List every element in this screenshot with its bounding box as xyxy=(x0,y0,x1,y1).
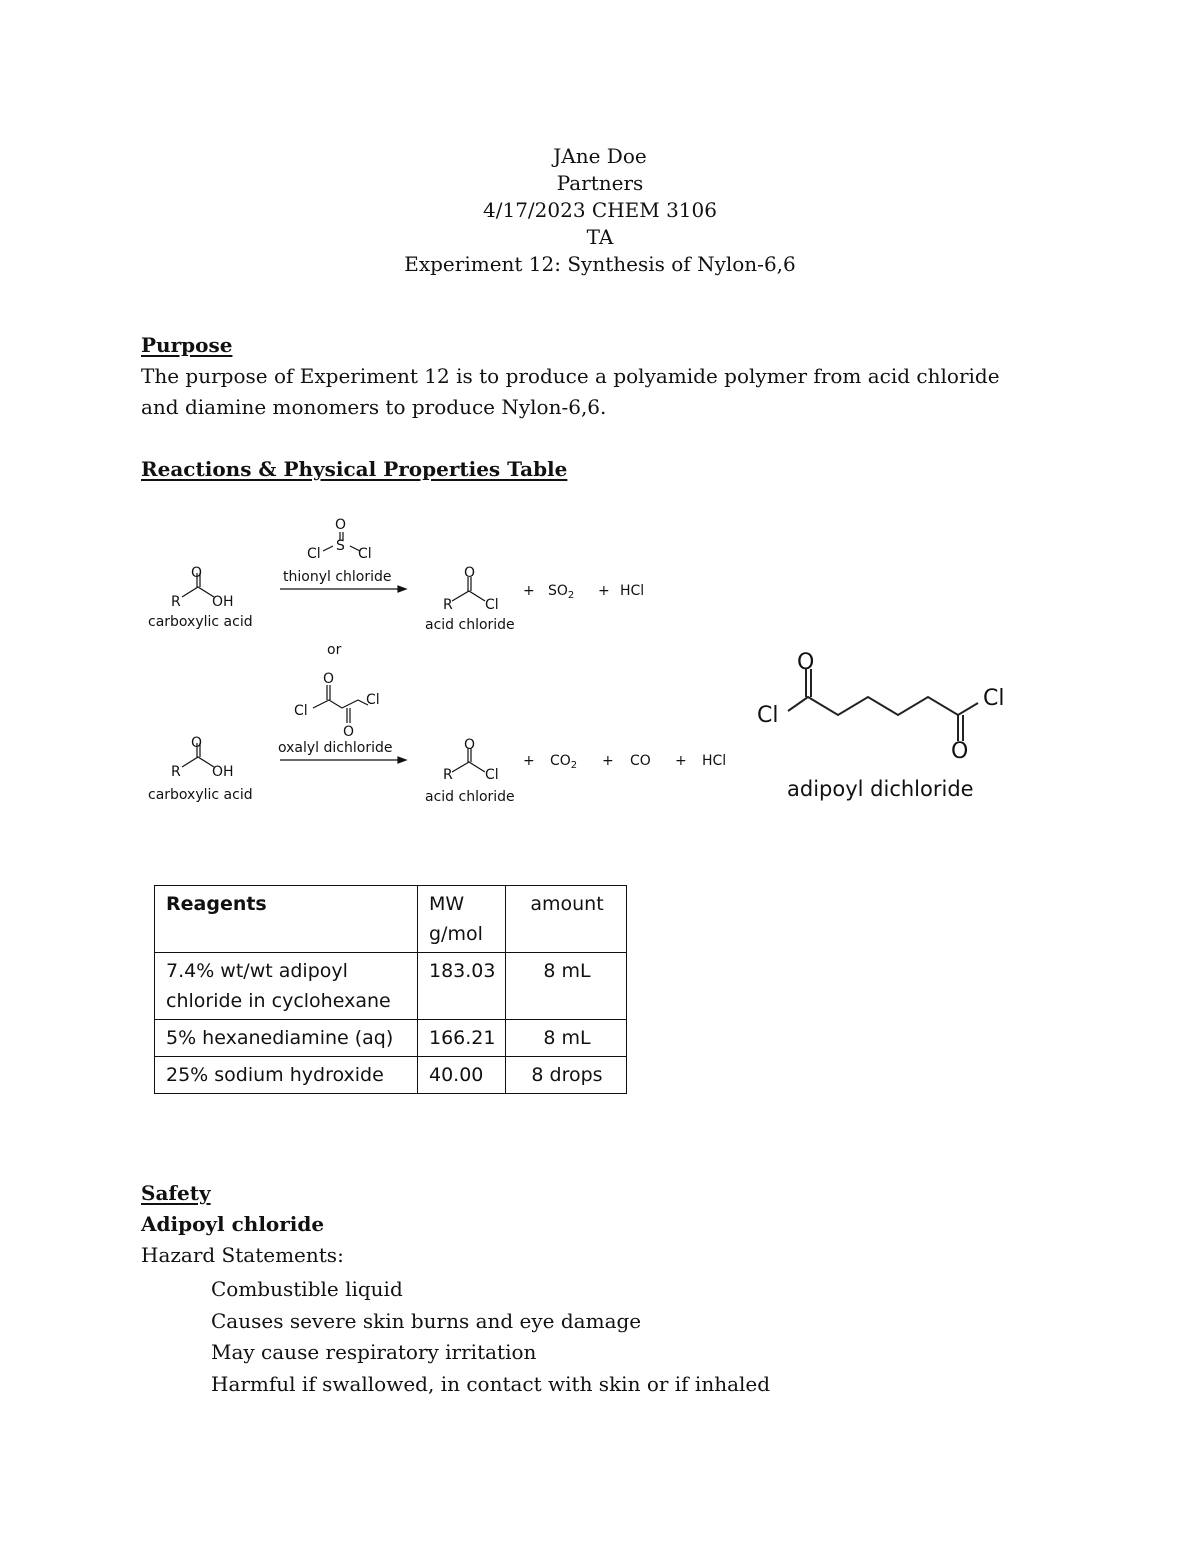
adipoyl-o-bottom: O xyxy=(951,739,969,764)
hcl-label-1: HCl xyxy=(620,583,645,599)
table-cell: 25% sodium hydroxide xyxy=(155,1057,418,1094)
document-header xyxy=(0,143,1200,278)
hazard-statements-label: Hazard Statements: xyxy=(141,1243,344,1267)
reagents-table xyxy=(154,885,627,1094)
oh-label-2: OH xyxy=(212,764,234,780)
table-cell: 8 drops xyxy=(506,1057,627,1094)
acid-chloride-label-1: acid chloride xyxy=(425,617,515,633)
r-label-ac-1: R xyxy=(443,597,453,613)
purpose-text: The purpose of Experiment 12 is to produce a polyamide polymer from acid chloride and diamine monomers to produce Nylon-6,6. xyxy=(141,364,1000,419)
table-header-cell: Reagents xyxy=(155,886,418,953)
r-label-ac-2: R xyxy=(443,767,453,783)
carboxyl-o-label-2: O xyxy=(191,735,203,751)
table-row xyxy=(155,1057,627,1094)
carboxyl-o-label-1: O xyxy=(191,565,203,581)
author-name: JAne Doe xyxy=(553,144,647,168)
co-label: CO xyxy=(630,753,651,769)
ta-line: TA xyxy=(586,225,614,249)
date-course-line: 4/17/2023 CHEM 3106 xyxy=(483,198,717,222)
carboxylic-acid-label-2: carboxylic acid xyxy=(148,787,253,803)
plus-sign: + xyxy=(675,753,687,769)
hazard-list xyxy=(211,1274,770,1400)
table-cell: 166.21 xyxy=(418,1020,506,1057)
thionyl-cl-left: Cl xyxy=(307,546,321,562)
thionyl-s-label: S xyxy=(336,538,345,554)
table-cell: 8 mL xyxy=(506,1020,627,1057)
acid-chloride-o-label-2: O xyxy=(464,737,476,753)
oxalyl-o-bottom: O xyxy=(343,724,355,740)
thionyl-chloride-label: thionyl chloride xyxy=(283,569,392,585)
table-row xyxy=(155,953,627,1020)
safety-heading: Safety xyxy=(141,1181,211,1205)
table-header-row xyxy=(155,886,627,953)
compound-heading: Adipoyl chloride xyxy=(141,1212,325,1236)
plus-sign: + xyxy=(523,753,535,769)
list-item: May cause respiratory irritation xyxy=(211,1340,537,1364)
thionyl-cl-right: Cl xyxy=(358,546,372,562)
table-cell: 183.03 xyxy=(418,953,506,1020)
plus-sign: + xyxy=(598,583,610,599)
adipoyl-cl-left: Cl xyxy=(757,703,779,728)
oh-label-1: OH xyxy=(212,594,234,610)
table-row xyxy=(155,1020,627,1057)
table-header-cell: amount xyxy=(506,886,627,953)
plus-sign: + xyxy=(523,583,535,599)
acid-chloride-label-2: acid chloride xyxy=(425,789,515,805)
table-cell: 7.4% wt/wt adipoyl chloride in cyclohexane xyxy=(155,953,418,1020)
table-header-cell: MW g/mol xyxy=(418,886,506,953)
oxalyl-o-top: O xyxy=(323,671,335,687)
partners-line: Partners xyxy=(556,171,644,195)
list-item: Causes severe skin burns and eye damage xyxy=(211,1308,642,1333)
table-cell: 8 mL xyxy=(506,953,627,1020)
or-label: or xyxy=(327,642,342,658)
co2-label: $CO_2$ xyxy=(550,753,578,771)
reaction-scheme-diagram xyxy=(130,505,1050,825)
table-cell: 5% hexanediamine (aq) xyxy=(155,1020,418,1057)
adipoyl-dichloride-label: adipoyl dichloride xyxy=(787,777,974,801)
cl-label-ac-2: Cl xyxy=(485,767,499,783)
purpose-heading: Purpose xyxy=(141,333,233,357)
oxalyl-cl-left: Cl xyxy=(294,703,308,719)
adipoyl-o-top: O xyxy=(797,650,815,675)
thionyl-o-label: O xyxy=(335,517,347,533)
cl-label-ac-1: Cl xyxy=(485,597,499,613)
list-item: Harmful if swallowed, in contact with skin or if inhaled xyxy=(211,1371,771,1396)
hcl-label-2: HCl xyxy=(702,753,727,769)
reactions-heading: Reactions & Physical Properties Table xyxy=(141,457,568,481)
oxalyl-cl-right: Cl xyxy=(366,692,380,708)
experiment-title: Experiment 12: Synthesis of Nylon-6,6 xyxy=(404,252,796,276)
so2-label: $SO_2$ xyxy=(548,583,575,601)
plus-sign: + xyxy=(602,753,614,769)
adipoyl-cl-right: Cl xyxy=(983,686,1005,711)
carboxylic-acid-label-1: carboxylic acid xyxy=(148,614,253,630)
r-label-2: R xyxy=(171,764,181,780)
list-item: Combustible liquid xyxy=(211,1277,403,1301)
table-cell: 40.00 xyxy=(418,1057,506,1094)
r-label-1: R xyxy=(171,594,181,610)
oxalyl-dichloride-label: oxalyl dichloride xyxy=(278,740,393,756)
acid-chloride-o-label-1: O xyxy=(464,565,476,581)
